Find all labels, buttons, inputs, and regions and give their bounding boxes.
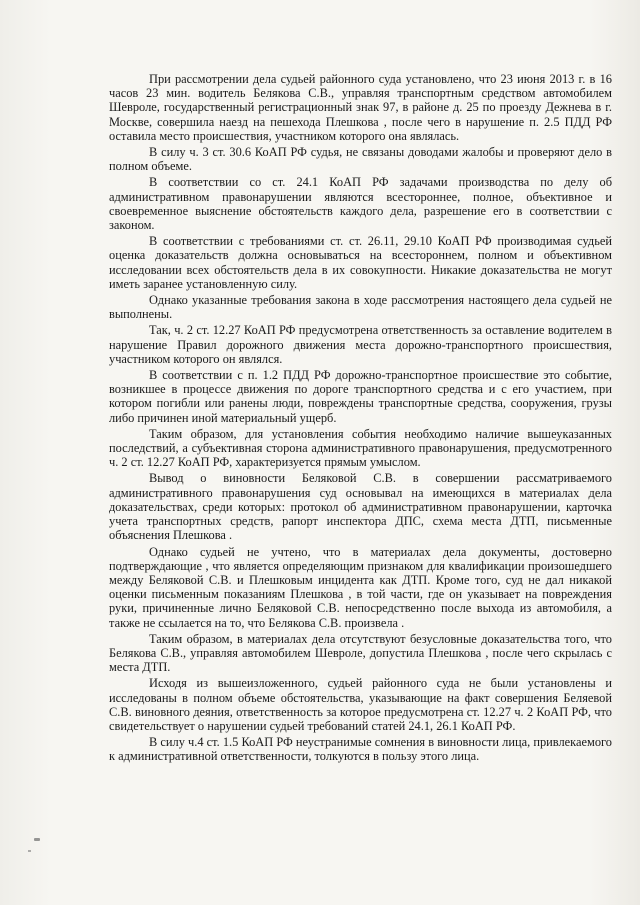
paragraph-11: Таким образом, в материалах дела отсутствуют безусловные доказательства того, что Белякова С.В., управляя автомобилем Шевроле, допустила Плешкова , после чего скрылась с места ДТП. xyxy=(109,631,612,675)
paragraph-9: Вывод о виновности Беляковой С.В. в совершении рассматриваемого административного правонарушения суд основывал на имеющихся в материалах дела доказательствах, среди которых: протокол об административном правонарушении, карточка учета транспортных средств, рапорт инспектора ДПС, схема места ДТП, письменные объяснения Плешкова . xyxy=(109,471,612,543)
paragraph-6: Так, ч. 2 ст. 12.27 КоАП РФ предусмотрена ответственность за оставление водителем в нарушение Правил дорожного движения места дорожно-транспортного происшествия, участником которого он являлся. xyxy=(109,323,612,366)
paragraph-1: При рассмотрении дела судьей районного суда установлено, что 23 июня 2013 г. в 16 часов 23 мин. водитель Белякова С.В., управляя транспортным средством автомобилем Шевроле, государственный регистрационный знак 97, в районе д. 25 по проезду Дежнева в г. Москве, совершила наезд на пешехода Плешкова , после чего в нарушение п. 2.5 ПДД РФ оставила место происшествия, участником которого она являлась. xyxy=(109,72,612,143)
paragraph-7: В соответствии с п. 1.2 ПДД РФ дорожно-транспортное происшествие это событие, возникшее в процессе движения по дороге транспортного средства и с его участием, при котором погибли или ранены люди, повреждены транспортные средства, сооружения, грузы либо причинен иной материальный ущерб. xyxy=(109,368,612,425)
paragraph-8: Таким образом, для установления события необходимо наличие вышеуказанных последствий, а субъективная сторона административного правонарушения, предусмотренного ч. 2 ст. 12.27 КоАП РФ, характеризуется прямым умыслом. xyxy=(109,426,612,470)
paragraph-12: Исходя из вышеизложенного, судьей районного суда не были установлены и исследованы в полном объеме обстоятельства, указывающие на факт совершения Беляевой С.В. виновного деяния, ответственность за которое предусмотрена ст. 12.27 ч. 2 КоАП РФ, что свидетельствует о нарушении судьей требований статей 24.1, 26.1 КоАП РФ. xyxy=(109,676,612,733)
paragraph-10: Однако судьей не учтено, что в материалах дела документы, достоверно подтверждающие , что является определяющим признаком для квалификации произошедшего между Беляковой С.В. и Плешковым инцидента как ДТП. Кроме того, суд не дал никакой оценки письменным показаниям Плешкова , в той части, где он указывает на повреждения руки, причиненные лично Беляковой С.В. непосредственно после выхода из автомобиля, а также не ссылается на то, что Белякова С.В. произвела . xyxy=(109,544,612,630)
paragraph-3: В соответствии со ст. 24.1 КоАП РФ задачами производства по делу об административном правонарушении являются всестороннее, полное, объективное и своевременное выяснение обстоятельств каждого дела, разрешение его в соответствии с законом. xyxy=(109,175,612,233)
scan-speck xyxy=(28,850,31,852)
document-body xyxy=(109,72,612,766)
scan-speck xyxy=(34,838,40,841)
paragraph-5: Однако указанные требования закона в ходе рассмотрения настоящего дела судьей не выполнены. xyxy=(109,293,612,322)
paragraph-13: В силу ч.4 ст. 1.5 КоАП РФ неустранимые сомнения в виновности лица, привлекаемого к административной ответственности, толкуются в пользу этого лица. xyxy=(109,735,612,764)
paragraph-4: В соответствии с требованиями ст. ст. 26.11, 29.10 КоАП РФ производимая судьей оценка доказательств должна основываться на всестороннем, полном и объективном исследовании всех обстоятельств дела в их совокупности. Никакие доказательства не могут иметь заранее установленную силу. xyxy=(109,234,612,291)
paragraph-2: В силу ч. 3 ст. 30.6 КоАП РФ судья, не связаны доводами жалобы и проверяют дело в полном объеме. xyxy=(109,145,612,174)
